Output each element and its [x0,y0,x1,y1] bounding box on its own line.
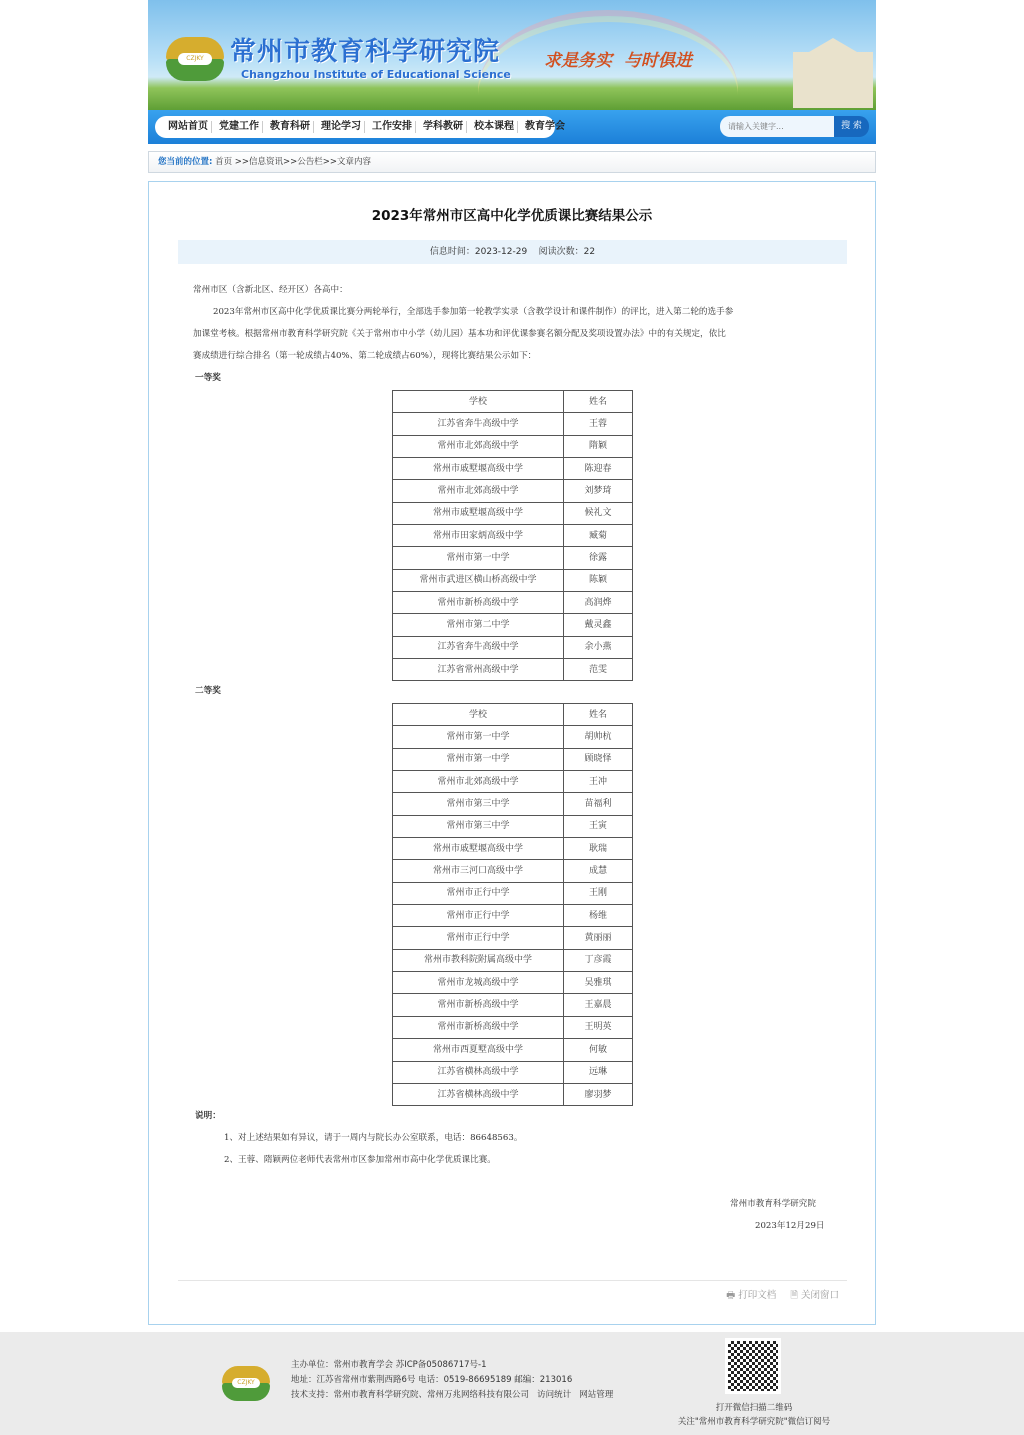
school-cell: 常州市第三中学 [393,793,564,815]
note: 1、对上述结果如有异议，请于一周内与院长办公室联系，电话：86648563。 [224,1133,523,1143]
school-cell: 常州市正行中学 [393,882,564,904]
table-row [393,771,633,793]
name-cell: 胡帅杭 [564,726,633,748]
name-cell: 姓名 [564,704,633,726]
name-cell: 丁彦霞 [564,949,633,971]
name-cell: 何敏 [564,1039,633,1061]
footer-logo-text: CZJKY [232,1378,260,1388]
main-nav [148,110,876,144]
search-input[interactable] [720,116,834,137]
name-cell: 臧菊 [564,525,633,547]
support-text: 技术支持：常州市教育科学研究院、常州万兆网络科技有限公司 [291,1390,530,1400]
printer-icon: 🖶 [726,1290,736,1301]
signature: 常州市教育科学研究院 [730,1199,816,1209]
table-row [393,547,633,569]
date: 2023年12月29日 [755,1221,825,1231]
breadcrumb-path[interactable]: 首页 >>信息资讯>>公告栏>>文章内容 [215,157,372,167]
first-prize-table [392,390,633,681]
name-cell: 候礼文 [564,502,633,524]
school-cell: 常州市新桥高级中学 [393,592,564,614]
nav-item[interactable]: 学科教研 [420,121,467,133]
body-line: 2023年常州市区高中化学优质课比赛分两轮举行，全部选手参加第一轮教学实录（含教学设计和课件制作）的评比，进入第二轮的选手参 [213,307,734,317]
table-row [393,949,633,971]
table-row [393,882,633,904]
school-cell: 常州市第一中学 [393,748,564,770]
table-row [393,614,633,636]
notes-label: 说明： [195,1111,221,1121]
site-admin-link[interactable]: 网站管理 [579,1390,614,1400]
close-window-button[interactable] [790,1290,839,1301]
school-cell: 学校 [393,391,564,413]
table-row [393,860,633,882]
first-prize-label: 一等奖 [195,373,221,383]
table-row [393,1083,633,1105]
site-subtitle: Changzhou Institute of Educational Science [241,68,511,81]
name-cell: 王寅 [564,815,633,837]
second-prize-table [392,703,633,1106]
school-cell: 常州市新桥高级中学 [393,1016,564,1038]
name-cell: 廖羽梦 [564,1083,633,1105]
school-cell: 江苏省奔牛高级中学 [393,636,564,658]
name-cell: 吴雅琪 [564,972,633,994]
name-cell: 王蓉 [564,413,633,435]
close-label: 关闭窗口 [800,1290,839,1301]
divider [178,1280,847,1281]
school-cell: 常州市北郊高级中学 [393,771,564,793]
name-cell: 姓名 [564,391,633,413]
close-doc-icon: 🗎 [790,1290,798,1301]
name-cell: 高润烨 [564,592,633,614]
breadcrumb [148,151,876,173]
table-row [393,1039,633,1061]
article-box [148,181,876,1325]
nav-item[interactable]: 党建工作 [216,121,263,133]
table-row [393,1016,633,1038]
school-cell: 常州市龙城高级中学 [393,972,564,994]
body-line: 赛成绩进行综合排名（第一轮成绩占40%、第二轮成绩占60%），现将比赛结果公示如下： [193,351,537,361]
footer-logo [222,1366,270,1402]
site-title: 常州市教育科学研究院 [230,37,501,67]
name-cell: 陈迎春 [564,458,633,480]
name-cell: 成慧 [564,860,633,882]
school-cell: 常州市北郊高级中学 [393,480,564,502]
wechat-qr-code [725,1338,781,1394]
school-cell: 常州市第三中学 [393,815,564,837]
name-cell: 陈颖 [564,569,633,591]
school-cell: 常州市教科院附属高级中学 [393,949,564,971]
table-row [393,458,633,480]
school-cell: 常州市正行中学 [393,905,564,927]
school-cell: 常州市第一中学 [393,726,564,748]
table-row [393,927,633,949]
school-cell: 常州市第二中学 [393,614,564,636]
table-row [393,838,633,860]
name-cell: 余小燕 [564,636,633,658]
school-cell: 江苏省横林高级中学 [393,1083,564,1105]
footer-support [291,1390,613,1401]
table-row [393,480,633,502]
table-header [393,704,633,726]
header-banner [148,0,876,110]
qr-caption: 关注"常州市教育科学研究院"微信订阅号 [677,1417,831,1427]
body-line: 加课堂考核。根据常州市教育科学研究院《关于常州市中小学（幼儿园）基本功和评优课参赛名额分配及奖项设置办法》中的有关规定，依比 [193,329,726,339]
table-row [393,525,633,547]
school-cell: 常州市第一中学 [393,547,564,569]
nav-item[interactable]: 教育学会 [525,121,565,132]
school-cell: 常州市三河口高级中学 [393,860,564,882]
school-cell: 常州市西夏墅高级中学 [393,1039,564,1061]
name-cell: 王冲 [564,771,633,793]
second-prize-label: 二等奖 [195,686,221,696]
nav-item[interactable]: 工作安排 [369,121,416,133]
article-meta: 信息时间：2023-12-29 阅读次数：22 [178,240,847,264]
table-row [393,659,633,681]
school-cell: 江苏省横林高级中学 [393,1061,564,1083]
footer-host: 主办单位：常州市教育学会 苏ICP备05086717号-1 [291,1360,487,1370]
table-row [393,569,633,591]
school-cell: 江苏省奔牛高级中学 [393,413,564,435]
table-row [393,592,633,614]
nav-item[interactable]: 校本课程 [471,121,518,133]
table-row [393,815,633,837]
visit-stats-link[interactable]: 访问统计 [537,1390,572,1400]
school-cell: 常州市戚墅堰高级中学 [393,502,564,524]
table-row [393,793,633,815]
name-cell: 隋颖 [564,435,633,457]
note: 2、王蓉、隋颖两位老师代表常州市区参加常州市高中化学优质课比赛。 [224,1155,496,1165]
table-row [393,994,633,1016]
school-cell: 常州市正行中学 [393,927,564,949]
table-row [393,972,633,994]
school-cell: 常州市新桥高级中学 [393,994,564,1016]
table-row [393,726,633,748]
school-cell: 常州市武进区横山桥高级中学 [393,569,564,591]
name-cell: 远琳 [564,1061,633,1083]
name-cell: 黄丽丽 [564,927,633,949]
qr-caption: 打开微信扫描二维码 [715,1403,793,1413]
name-cell: 徐露 [564,547,633,569]
school-cell: 常州市戚墅堰高级中学 [393,458,564,480]
logo-text: CZJKY [178,53,212,65]
table-row [393,636,633,658]
rainbow-decoration [478,10,738,170]
table-row [393,748,633,770]
slogan: 求是务实 与时俱进 [544,51,692,71]
table-row [393,502,633,524]
name-cell: 范雯 [564,659,633,681]
nav-item[interactable]: 教育科研 [267,121,314,133]
table-header [393,391,633,413]
print-button[interactable] [726,1290,776,1301]
table-row [393,1061,633,1083]
footer-address: 地址：江苏省常州市紫荆西路6号 电话：0519-86695189 邮编：213016 [291,1375,573,1385]
print-label: 打印文档 [738,1290,777,1301]
school-cell: 常州市田家炳高级中学 [393,525,564,547]
name-cell: 王嘉晨 [564,994,633,1016]
school-cell: 常州市戚墅堰高级中学 [393,838,564,860]
house-image [793,38,873,108]
name-cell: 顾晓怿 [564,748,633,770]
greeting: 常州市区（含新北区、经开区）各高中： [193,285,348,295]
nav-menu [155,116,565,138]
name-cell: 刘梦琦 [564,480,633,502]
name-cell: 王刚 [564,882,633,904]
nav-item[interactable]: 理论学习 [318,121,365,133]
table-row [393,905,633,927]
name-cell: 王明英 [564,1016,633,1038]
name-cell: 戴灵鑫 [564,614,633,636]
table-row [393,435,633,457]
nav-item[interactable]: 网站首页 [165,121,212,133]
name-cell: 耿瑞 [564,838,633,860]
school-cell: 学校 [393,704,564,726]
name-cell: 杨维 [564,905,633,927]
breadcrumb-label: 您当前的位置: [158,157,213,167]
search-button[interactable]: 搜 索 [834,116,869,137]
site-logo[interactable] [166,37,224,81]
article-title: 2023年常州市区高中化学优质课比赛结果公示 [371,208,653,224]
school-cell: 常州市北郊高级中学 [393,435,564,457]
name-cell: 苗福利 [564,793,633,815]
footer [0,1332,1024,1435]
school-cell: 江苏省常州高级中学 [393,659,564,681]
table-row [393,413,633,435]
